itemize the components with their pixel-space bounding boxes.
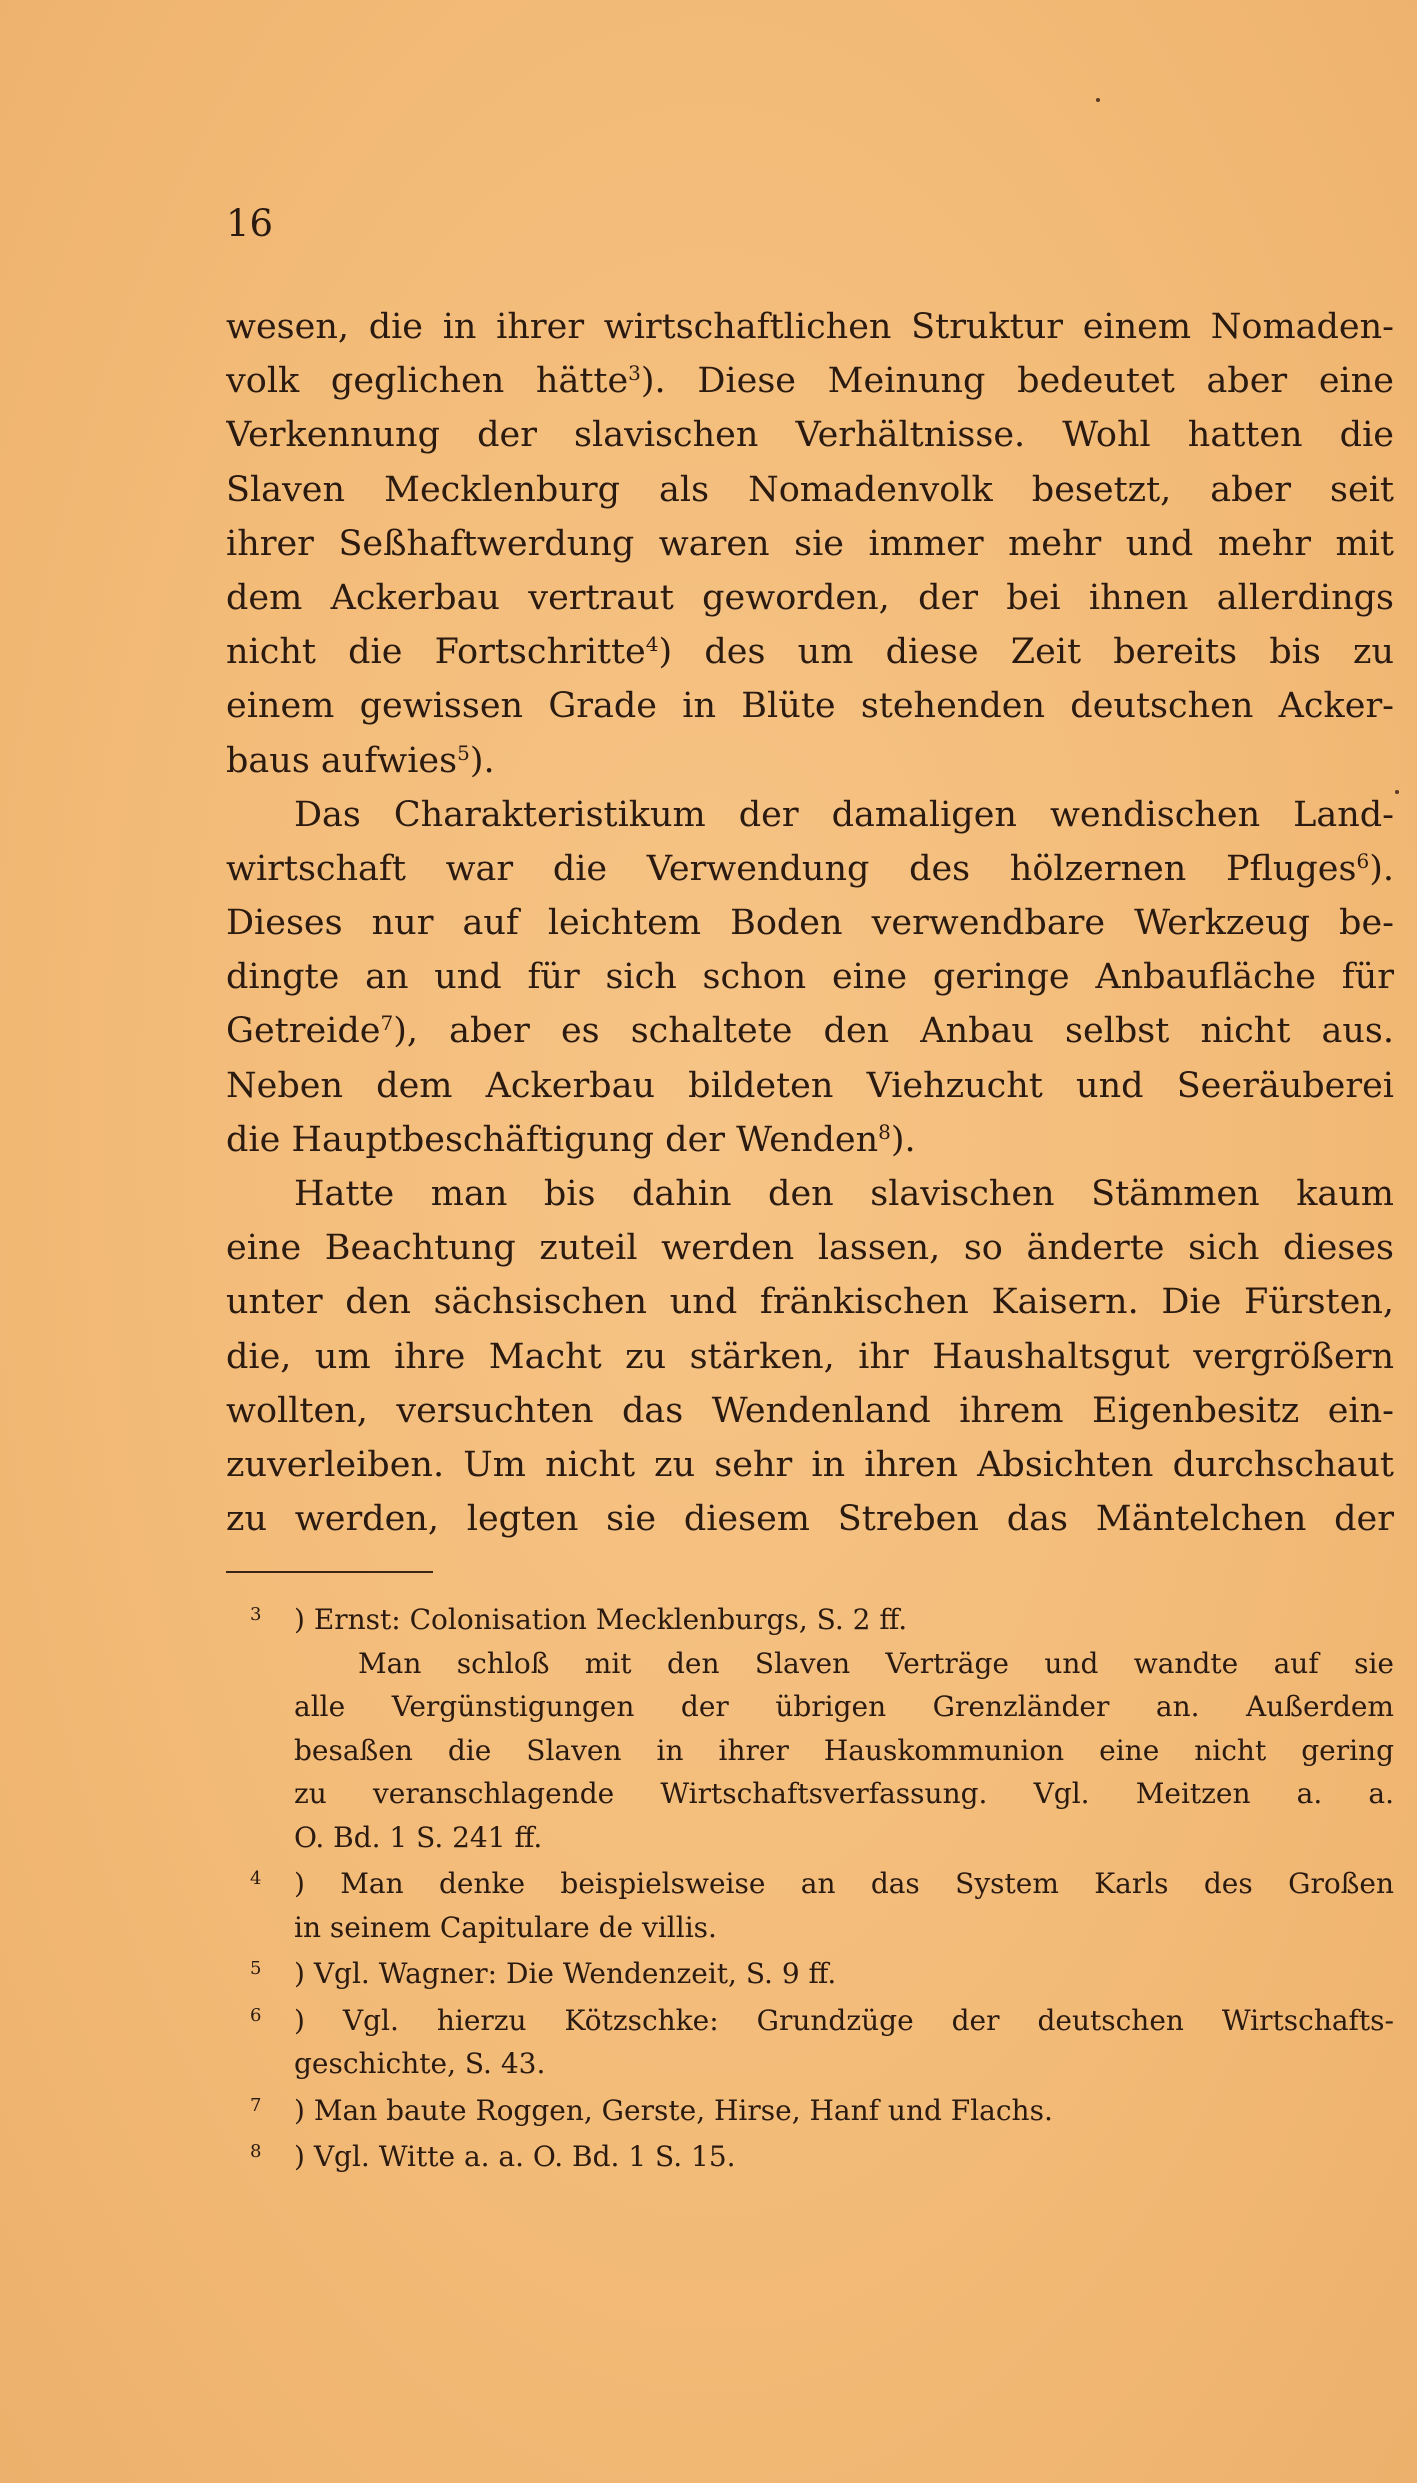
paper-speck	[1395, 790, 1399, 794]
text-line: wirtschaft war die Verwendung des hölzernen Pfluges$^6$).	[226, 848, 1394, 889]
page-number: 16	[226, 202, 274, 245]
text-line: dem Ackerbau vertraut geworden, der bei ihnen allerdings	[226, 577, 1394, 618]
text-line: unter den sächsischen und fränkischen Kaisern. Die Fürsten,	[226, 1282, 1394, 1323]
footnote-ref: 6	[1356, 848, 1370, 873]
text-line: baus aufwies$^5$).	[226, 740, 495, 781]
text-line: wollten, versuchten das Wendenland ihrem Eigenbesitz ein-	[226, 1390, 1394, 1431]
footnote-line: ) Man denke beispielsweise an das System Karls des Großen	[294, 1867, 1394, 1900]
text-line: dingte an und für sich schon eine geringe Anbaufläche für	[226, 957, 1394, 998]
footnote-separator	[226, 1571, 433, 1573]
main-text	[226, 300, 1394, 1546]
footnote-line: besaßen die Slaven in ihrer Hauskommunion eine nicht gering	[294, 1733, 1394, 1767]
footnote-line: ) Ernst: Colonisation Mecklenburgs, S. 2 ff.	[294, 1603, 908, 1636]
footnote	[250, 1862, 1394, 1949]
text-line: Neben dem Ackerbau bildeten Viehzucht und Seeräuberei	[226, 1065, 1394, 1106]
paper-speck	[1096, 98, 1100, 102]
footnote	[250, 1598, 1394, 1859]
footnote-mark: 8	[250, 2141, 262, 2162]
footnote-line: zu veranschlagende Wirtschaftsverfassung. Vgl. Meitzen a. a.	[294, 1777, 1394, 1810]
footnote-line: O. Bd. 1 S. 241 ff.	[294, 1820, 543, 1854]
footnote-line: ) Vgl. Wagner: Die Wendenzeit, S. 9 ff.	[294, 1957, 837, 1990]
text-line: zu werden, legten sie diesem Streben das Mäntelchen der	[226, 1499, 1394, 1540]
footnote-line: geschichte, S. 43.	[294, 2047, 546, 2080]
footnote-mark: 5	[250, 1958, 262, 1979]
text-line: Slaven Mecklenburg als Nomadenvolk besetzt, aber seit	[226, 469, 1394, 510]
footnote	[250, 1999, 1394, 2086]
footnote	[250, 2089, 1394, 2133]
text-line: Dieses nur auf leichtem Boden verwendbare Werkzeug be-	[226, 903, 1394, 944]
text-line: ihrer Seßhaftwerdung waren sie immer mehr und mehr mit	[226, 523, 1394, 564]
text-line: eine Beachtung zuteil werden lassen, so änderte sich dieses	[226, 1228, 1394, 1269]
footnote-ref: 5	[457, 740, 470, 765]
footnote-line: ) Vgl. hierzu Kötzschke: Grundzüge der deutschen Wirtschafts-	[294, 2003, 1394, 2037]
footnote-mark: 4	[250, 1868, 262, 1889]
footnote-mark: 3	[250, 1604, 262, 1625]
text-line: Getreide$^7$), aber es schaltete den Anbau selbst nicht aus.	[226, 1011, 1394, 1052]
footnote-ref: 8	[878, 1119, 891, 1144]
footnote-line: ) Vgl. Witte a. a. O. Bd. 1 S. 15.	[294, 2140, 736, 2173]
footnote	[250, 1952, 1394, 1996]
footnote-mark: 6	[250, 2004, 262, 2026]
text-line: zuverleiben. Um nicht zu sehr in ihren Absichten durchschaut	[226, 1444, 1394, 1485]
text-line: die Hauptbeschäftigung der Wenden$^8$).	[226, 1119, 916, 1160]
text-line: einem gewissen Grade in Blüte stehenden deutschen Acker-	[226, 686, 1394, 727]
footnotes	[250, 1598, 1394, 2182]
footnote-line: alle Vergünstigungen der übrigen Grenzländer an. Außerdem	[294, 1690, 1394, 1723]
text-line: die, um ihre Macht zu stärken, ihr Haushaltsgut vergrößern	[226, 1336, 1394, 1377]
text-line: Verkennung der slavischen Verhältnisse. Wohl hatten die	[226, 415, 1394, 456]
text-line: Das Charakteristikum der damaligen wendischen Land-	[294, 794, 1394, 835]
text-line: Hatte man bis dahin den slavischen Stämmen kaum	[294, 1174, 1394, 1214]
footnote-line: Man schloß mit den Slaven Verträge und wandte auf sie	[358, 1646, 1394, 1680]
footnote-mark: 7	[250, 2094, 262, 2116]
footnote-ref: 4	[645, 632, 659, 657]
text-line: volk geglichen hätte$^3$). Diese Meinung bedeutet aber eine	[226, 361, 1394, 402]
footnote-line: ) Man baute Roggen, Gerste, Hirse, Hanf und Flachs.	[294, 2093, 1053, 2127]
footnote	[250, 2135, 1394, 2179]
footnote-line: in seinem Capitulare de villis.	[294, 1910, 717, 1944]
text-line: nicht die Fortschritte$^4$) des um diese Zeit bereits bis zu	[226, 632, 1394, 673]
footnote-ref: 3	[628, 361, 641, 386]
text-line: wesen, die in ihrer wirtschaftlichen Struktur einem Nomaden-	[226, 307, 1394, 347]
footnote-ref: 7	[380, 1011, 394, 1036]
